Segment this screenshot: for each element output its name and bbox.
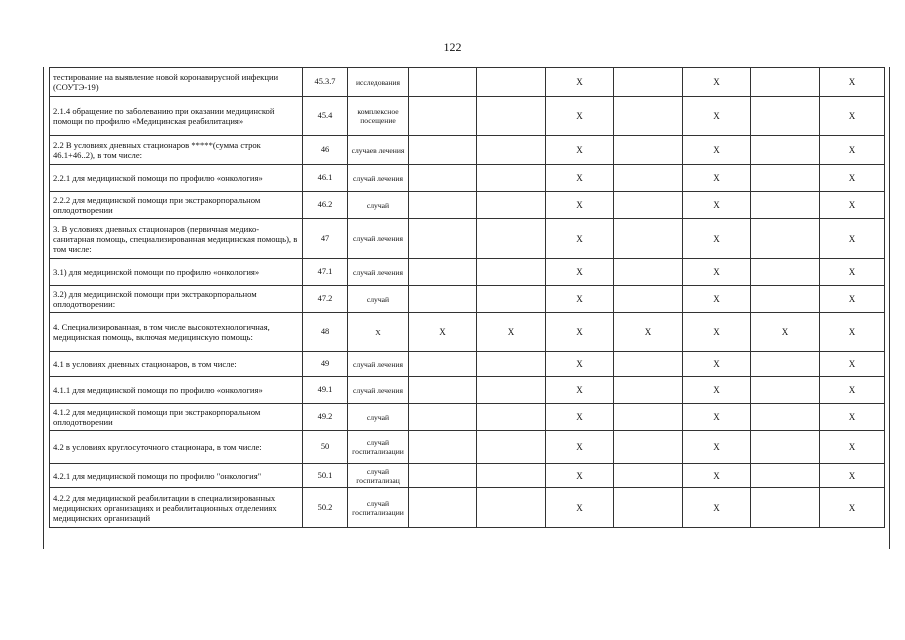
value-cell: X — [546, 68, 614, 97]
row-code-cell: 49 — [303, 352, 348, 377]
value-cell: X — [683, 136, 751, 165]
row-code-cell: 45.3.7 — [303, 68, 348, 97]
value-cell: X — [820, 286, 885, 313]
value-cell: X — [820, 136, 885, 165]
value-cell — [751, 68, 820, 97]
value-cell — [477, 377, 546, 404]
value-cell — [477, 219, 546, 259]
value-cell: X — [546, 313, 614, 352]
value-cell — [477, 464, 546, 488]
row-name-cell: 2.2.1 для медицинской помощи по профилю «онкология» — [50, 165, 303, 192]
value-cell — [614, 377, 683, 404]
page-number: 122 — [443, 40, 462, 54]
value-cell: X — [683, 165, 751, 192]
row-unit-cell: X — [348, 313, 409, 352]
value-cell — [614, 352, 683, 377]
value-cell — [751, 219, 820, 259]
table-row — [50, 464, 885, 488]
value-cell — [614, 431, 683, 464]
value-cell — [477, 68, 546, 97]
value-cell — [409, 352, 477, 377]
value-cell — [614, 165, 683, 192]
value-cell: X — [477, 313, 546, 352]
row-unit-cell: комплексное посещение — [348, 97, 409, 136]
value-cell — [751, 464, 820, 488]
value-cell: X — [820, 377, 885, 404]
row-code-cell: 50 — [303, 431, 348, 464]
row-name-cell: 4. Специализированная, в том числе высокотехнологичная, медицинская помощь, включая медицинскую помощь: — [50, 313, 303, 352]
value-cell: X — [751, 313, 820, 352]
row-code-cell: 50.1 — [303, 464, 348, 488]
value-cell: X — [683, 431, 751, 464]
table-row — [50, 377, 885, 404]
row-unit-cell: случай лечения — [348, 352, 409, 377]
value-cell — [751, 136, 820, 165]
table-row — [50, 165, 885, 192]
value-cell — [477, 165, 546, 192]
value-cell — [409, 259, 477, 286]
value-cell: X — [820, 192, 885, 219]
value-cell: X — [614, 313, 683, 352]
row-code-cell: 50.2 — [303, 488, 348, 528]
value-cell: X — [683, 97, 751, 136]
table-row — [50, 68, 885, 97]
row-unit-cell: исследования — [348, 68, 409, 97]
table-row — [50, 136, 885, 165]
row-unit-cell: случай — [348, 192, 409, 219]
row-name-cell: 4.2 в условиях круглосуточного стационара, в том числе: — [50, 431, 303, 464]
value-cell: X — [820, 97, 885, 136]
table-row — [50, 431, 885, 464]
value-cell: X — [683, 68, 751, 97]
right-margin-rule — [889, 67, 890, 549]
row-name-cell: 4.2.1 для медицинской помощи по профилю "онкология" — [50, 464, 303, 488]
row-code-cell: 49.2 — [303, 404, 348, 431]
value-cell: X — [683, 377, 751, 404]
row-name-cell: 4.1.1 для медицинской помощи по профилю «онкология» — [50, 377, 303, 404]
value-cell — [614, 68, 683, 97]
value-cell — [409, 136, 477, 165]
row-name-cell: 2.1.4 обращение по заболеванию при оказании медицинской помощи по профилю «Медицинская реабилитация» — [50, 97, 303, 136]
value-cell: X — [820, 352, 885, 377]
value-cell: X — [820, 431, 885, 464]
value-cell: X — [546, 97, 614, 136]
row-name-cell: 3.1) для медицинской помощи по профилю «онкология» — [50, 259, 303, 286]
row-unit-cell: случай госпитализации — [348, 488, 409, 528]
row-name-cell: тестирование на выявление новой коронавирусной инфекции (СОУТЭ-19) — [50, 68, 303, 97]
value-cell — [751, 352, 820, 377]
row-code-cell: 46.2 — [303, 192, 348, 219]
value-cell — [477, 97, 546, 136]
row-name-cell: 4.1.2 для медицинской помощи при экстракорпоральном оплодотворении — [50, 404, 303, 431]
value-cell — [409, 464, 477, 488]
value-cell — [409, 488, 477, 528]
table-row — [50, 352, 885, 377]
value-cell — [409, 377, 477, 404]
row-code-cell: 46 — [303, 136, 348, 165]
value-cell — [409, 431, 477, 464]
value-cell: X — [683, 286, 751, 313]
value-cell — [614, 259, 683, 286]
value-cell — [477, 192, 546, 219]
value-cell: X — [683, 259, 751, 286]
value-cell — [751, 165, 820, 192]
value-cell: X — [546, 464, 614, 488]
row-unit-cell: случай — [348, 404, 409, 431]
value-cell — [477, 259, 546, 286]
table-row — [50, 286, 885, 313]
table-row — [50, 404, 885, 431]
table-row — [50, 259, 885, 286]
value-cell — [614, 136, 683, 165]
row-code-cell: 47.2 — [303, 286, 348, 313]
value-cell — [409, 219, 477, 259]
table-row — [50, 192, 885, 219]
value-cell: X — [546, 404, 614, 431]
left-margin-rule — [43, 67, 44, 549]
row-unit-cell: случай лечения — [348, 219, 409, 259]
value-cell — [751, 488, 820, 528]
value-cell — [477, 404, 546, 431]
value-cell — [751, 192, 820, 219]
value-cell: X — [683, 464, 751, 488]
row-name-cell: 3. В условиях дневных стационаров (первичная медико-санитарная помощь, специализированная медицинская помощь), в том числе: — [50, 219, 303, 259]
value-cell: X — [546, 286, 614, 313]
value-cell: X — [820, 259, 885, 286]
value-cell — [477, 431, 546, 464]
value-cell: X — [683, 404, 751, 431]
value-cell — [751, 404, 820, 431]
value-cell: X — [683, 488, 751, 528]
row-code-cell: 45.4 — [303, 97, 348, 136]
value-cell — [614, 97, 683, 136]
row-code-cell: 46.1 — [303, 165, 348, 192]
table-row — [50, 313, 885, 352]
value-cell — [614, 404, 683, 431]
value-cell — [614, 488, 683, 528]
value-cell — [751, 286, 820, 313]
value-cell — [614, 286, 683, 313]
row-unit-cell: случай лечения — [348, 259, 409, 286]
value-cell — [477, 352, 546, 377]
value-cell: X — [546, 136, 614, 165]
value-cell — [409, 192, 477, 219]
row-unit-cell: случай лечения — [348, 377, 409, 404]
row-code-cell: 47 — [303, 219, 348, 259]
row-name-cell: 3.2) для медицинской помощи при экстракорпоральном оплодотворении: — [50, 286, 303, 313]
value-cell — [409, 68, 477, 97]
table-row — [50, 97, 885, 136]
table-row — [50, 488, 885, 528]
value-cell: X — [820, 488, 885, 528]
value-cell: X — [683, 192, 751, 219]
table-body — [50, 68, 885, 528]
value-cell — [477, 488, 546, 528]
value-cell: X — [546, 377, 614, 404]
value-cell: X — [683, 313, 751, 352]
value-cell — [751, 259, 820, 286]
row-code-cell: 49.1 — [303, 377, 348, 404]
value-cell: X — [546, 219, 614, 259]
value-cell: X — [546, 352, 614, 377]
value-cell — [409, 286, 477, 313]
value-cell: X — [683, 219, 751, 259]
value-cell — [614, 219, 683, 259]
row-code-cell: 47.1 — [303, 259, 348, 286]
row-name-cell: 4.2.2 для медицинской реабилитации в специализированных медицинских организациях и реабилитационных отделениях медицинских организаций — [50, 488, 303, 528]
value-cell: X — [820, 219, 885, 259]
value-cell: X — [546, 431, 614, 464]
value-cell — [477, 136, 546, 165]
value-cell: X — [409, 313, 477, 352]
value-cell — [477, 286, 546, 313]
value-cell: X — [820, 68, 885, 97]
value-cell: X — [546, 192, 614, 219]
value-cell: X — [820, 165, 885, 192]
value-cell — [751, 97, 820, 136]
row-unit-cell: случай — [348, 286, 409, 313]
value-cell — [409, 165, 477, 192]
value-cell — [614, 192, 683, 219]
row-code-cell: 48 — [303, 313, 348, 352]
value-cell — [751, 377, 820, 404]
value-cell: X — [546, 165, 614, 192]
table-row — [50, 219, 885, 259]
row-name-cell: 2.2 В условиях дневных стационаров *****(сумма строк 46.1+46..2), в том числе: — [50, 136, 303, 165]
row-name-cell: 2.2.2 для медицинской помощи при экстракорпоральном оплодотворении — [50, 192, 303, 219]
value-cell: X — [820, 464, 885, 488]
value-cell: X — [683, 352, 751, 377]
value-cell: X — [546, 259, 614, 286]
value-cell — [614, 464, 683, 488]
value-cell — [409, 404, 477, 431]
value-cell — [751, 431, 820, 464]
value-cell: X — [820, 313, 885, 352]
row-unit-cell: случай госпитализации — [348, 431, 409, 464]
row-unit-cell: случай лечения — [348, 165, 409, 192]
value-cell: X — [546, 488, 614, 528]
row-unit-cell: случай госпитализац — [348, 464, 409, 488]
volume-table — [49, 67, 885, 528]
row-name-cell: 4.1 в условиях дневных стационаров, в том числе: — [50, 352, 303, 377]
value-cell — [409, 97, 477, 136]
value-cell: X — [820, 404, 885, 431]
row-unit-cell: случаев лечения — [348, 136, 409, 165]
